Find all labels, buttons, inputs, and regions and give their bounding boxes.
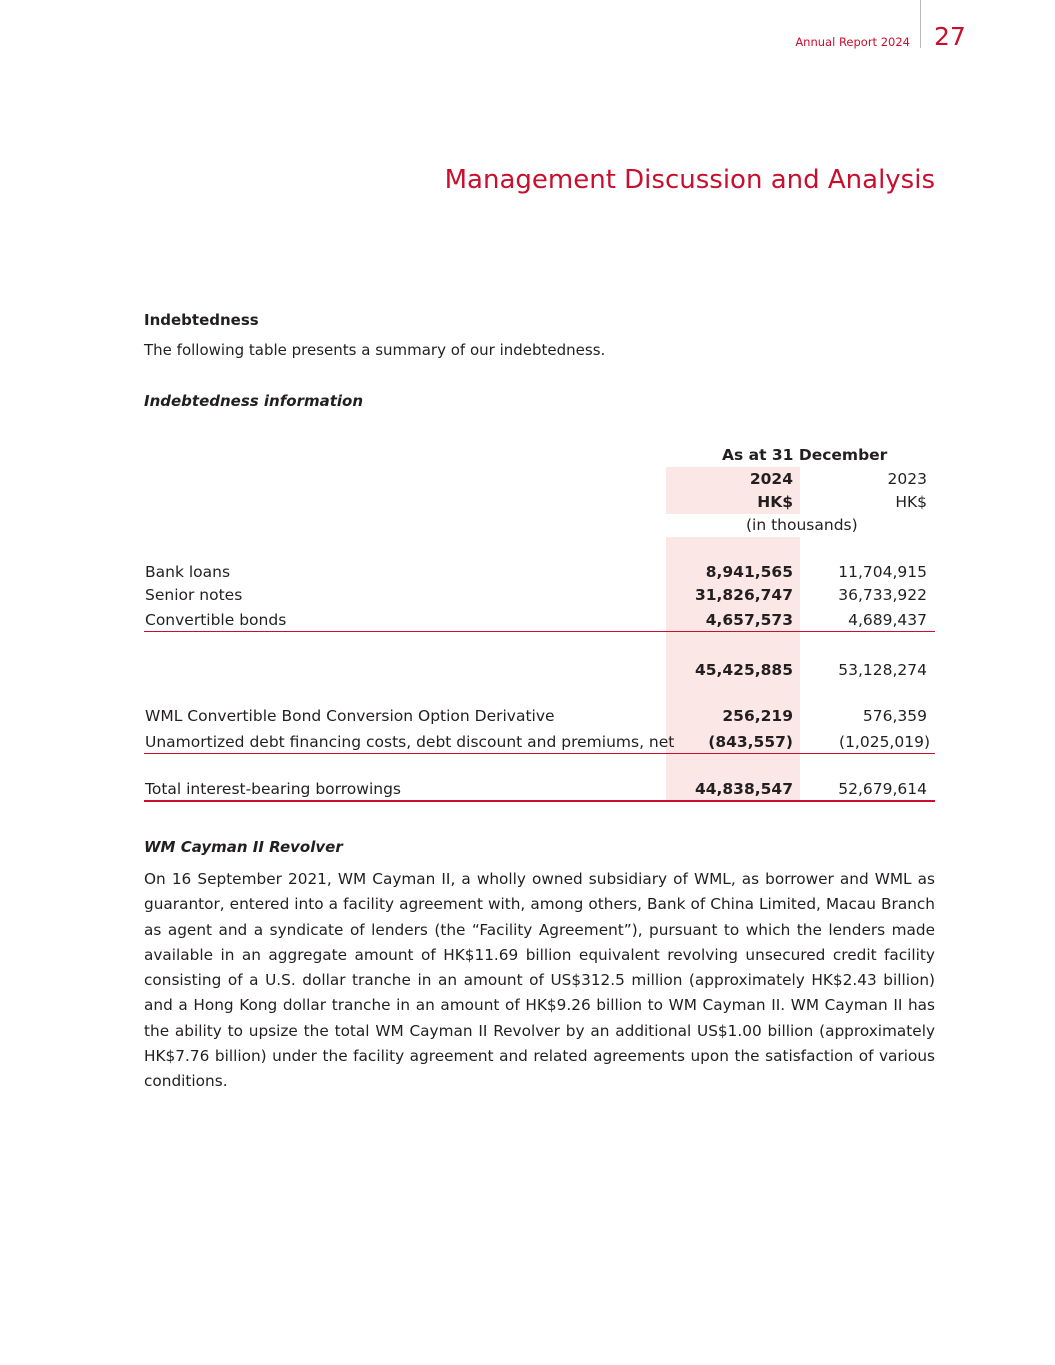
row-value-prior: 52,679,614: [838, 780, 927, 798]
row-label: Senior notes: [145, 586, 243, 604]
row-label: Convertible bonds: [145, 611, 287, 629]
table-units: (in thousands): [746, 516, 858, 534]
row-value-current: 44,838,547: [694, 780, 793, 798]
row-value-current: (843,557): [708, 733, 793, 751]
row-label: WML Convertible Bond Conversion Option Derivative: [145, 707, 555, 725]
table-total-underline: [144, 800, 935, 802]
column-currency-current: HK$: [757, 493, 793, 511]
row-value-prior: 53,128,274: [838, 661, 927, 679]
table-heading: Indebtedness information: [144, 392, 364, 410]
row-value-current: 4,657,573: [705, 611, 793, 629]
column-year-current: 2024: [749, 470, 793, 488]
header-divider: [920, 0, 921, 48]
revolver-paragraph: On 16 September 2021, WM Cayman II, a wholly owned subsidiary of WML, as borrower and WML as guarantor, entered into a facility agreement with, among others, Bank of China Limited, Macau Branch as agent and a syndicate of lenders (the “Facility Agreement”), pursuant to which the lenders made available in an aggregate amount of HK$11.69 billion equivalent revolving unsecured credit facility consisting of a U.S. dollar tranche in an amount of US$312.5 million (approximately HK$2.43 billion) and a Hong Kong dollar tranche in an amount of HK$9.26 billion to WM Cayman II. WM Cayman II has the ability to upsize the total WM Cayman II Revolver by an additional US$1.00 billion (approximately HK$7.76 billion) under the facility agreement and related agreements upon the satisfaction of various conditions.: [144, 870, 935, 1091]
row-value-prior: 576,359: [862, 707, 927, 725]
table-divider: [144, 753, 935, 754]
row-label: Unamortized debt financing costs, debt discount and premiums, net: [145, 733, 675, 751]
page-number: 27: [934, 22, 966, 51]
row-value-prior: (1,025,019): [839, 733, 930, 751]
column-year-prior: 2023: [887, 470, 927, 488]
column-currency-prior: HK$: [895, 493, 927, 511]
row-label: Total interest-bearing borrowings: [145, 780, 401, 798]
table-divider: [144, 631, 935, 632]
row-value-prior: 4,689,437: [848, 611, 927, 629]
row-value-prior: 11,704,915: [838, 563, 927, 581]
row-value-current: 8,941,565: [705, 563, 793, 581]
row-value-current: 45,425,885: [694, 661, 793, 679]
section-heading-indebtedness: Indebtedness: [144, 311, 259, 329]
intro-text: The following table presents a summary of our indebtedness.: [144, 341, 606, 359]
page-title: Management Discussion and Analysis: [444, 165, 935, 195]
row-label: Bank loans: [145, 563, 231, 581]
row-value-current: 256,219: [722, 707, 793, 725]
row-value-current: 31,826,747: [694, 586, 793, 604]
section-heading-revolver: WM Cayman II Revolver: [144, 838, 343, 856]
row-value-prior: 36,733,922: [838, 586, 927, 604]
report-label: Annual Report 2024: [795, 35, 910, 49]
table-group-header: As at 31 December: [722, 446, 888, 464]
